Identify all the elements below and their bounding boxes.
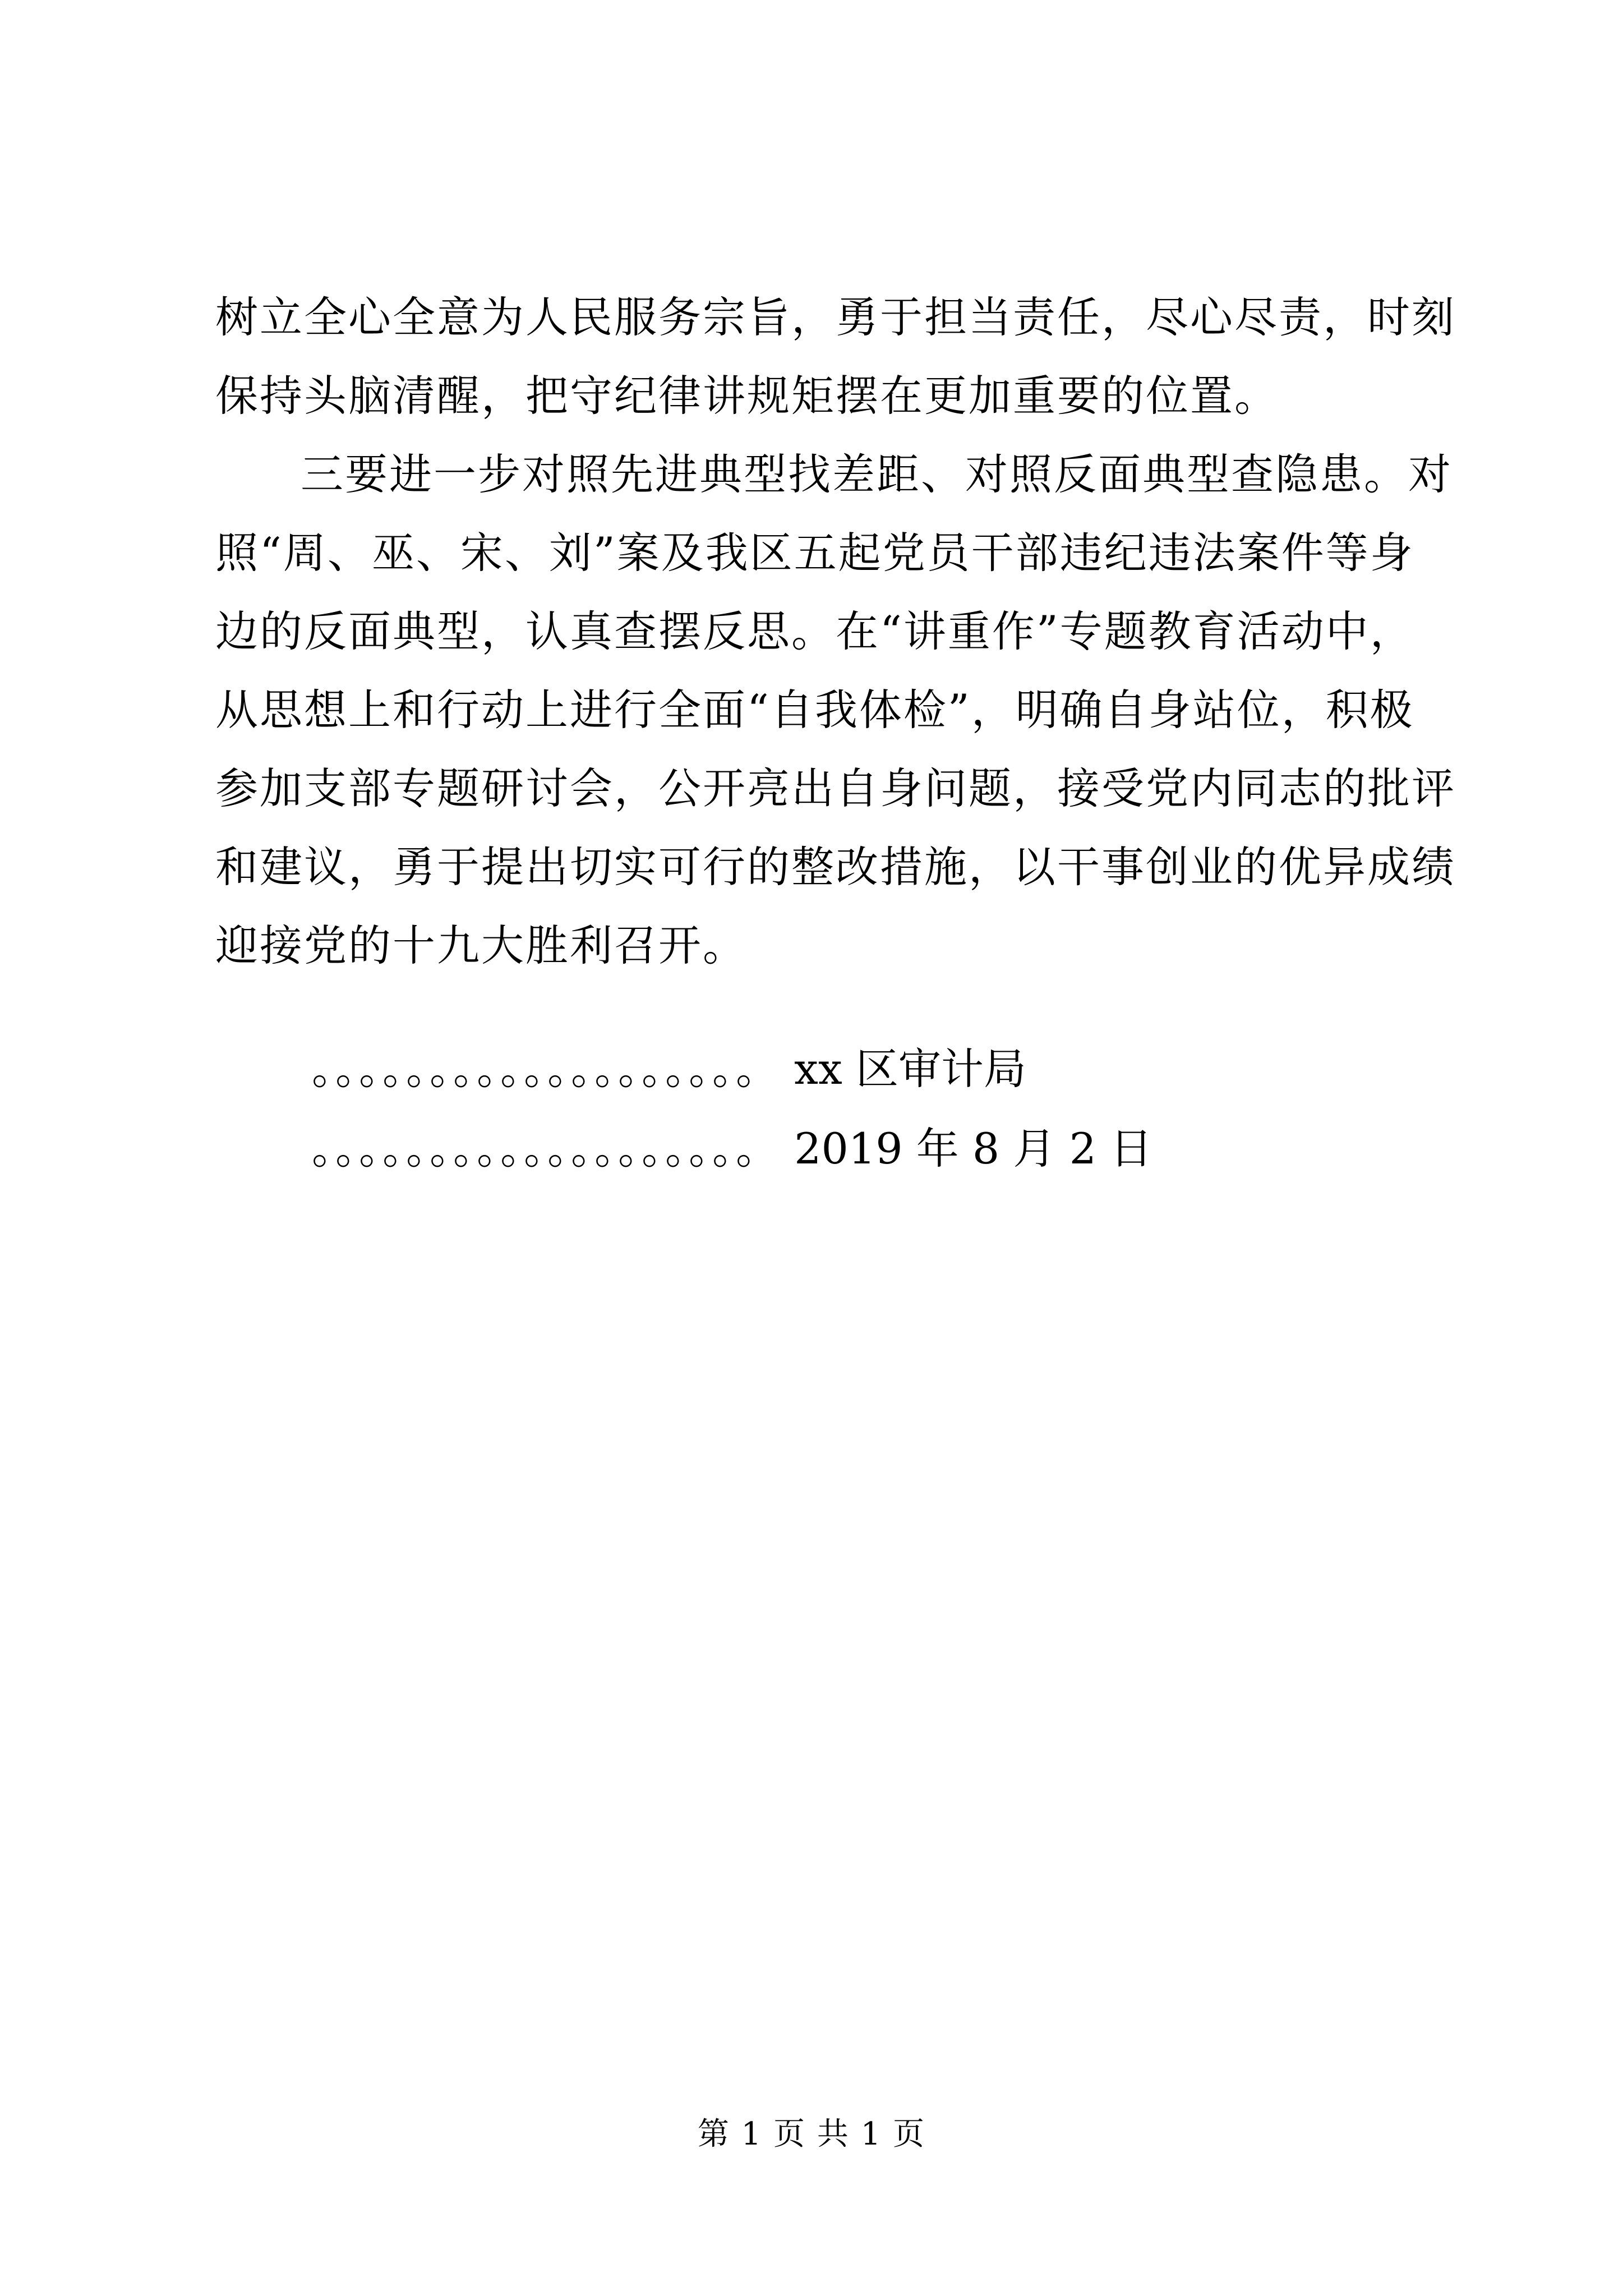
paragraph-line: 边的反面典型，认真查摆反思。在“讲重作”专题教育活动中， bbox=[215, 606, 1414, 656]
paragraph-line: 三要进一步对照先进典型找差距、对照反面典型查隐患。对 bbox=[301, 449, 1453, 499]
signature-date: 2019 年 8 月 2 日 bbox=[794, 1124, 1153, 1174]
paragraph-line: 树立全心全意为人民服务宗旨，勇于担当责任，尽心尽责，时刻 bbox=[215, 292, 1456, 342]
signature-date-line bbox=[312, 1124, 1153, 1174]
leader-dots: 。。。。。。。。。。。。。。。。。。。 bbox=[312, 1044, 781, 1094]
leader-dots: 。。。。。。。。。。。。。。。。。。。 bbox=[312, 1124, 781, 1174]
signature-organization: xx 区审计局 bbox=[794, 1044, 1027, 1094]
paragraph-line: 参加支部专题研讨会，公开亮出自身问题，接受党内同志的批评 bbox=[215, 763, 1456, 813]
body-text bbox=[215, 292, 1456, 1003]
paragraph-line: 迎接党的十九大胜利召开。 bbox=[215, 921, 747, 970]
paragraph-line: 保持头脑清醒，把守纪律讲规矩摆在更加重要的位置。 bbox=[215, 371, 1279, 421]
signature-organization-line bbox=[312, 1044, 1027, 1094]
paragraph-line: 和建议，勇于提出切实可行的整改措施，以干事创业的优异成绩 bbox=[215, 842, 1456, 892]
paragraph-line: 照“周、巫、宋、刘”案及我区五起党员干部违纪违法案件等身 bbox=[215, 528, 1414, 578]
paragraph-line: 从思想上和行动上进行全面“自我体检”，明确自身站位，积极 bbox=[215, 685, 1414, 735]
page-footer: 第 1 页 共 1 页 bbox=[697, 2116, 926, 2152]
